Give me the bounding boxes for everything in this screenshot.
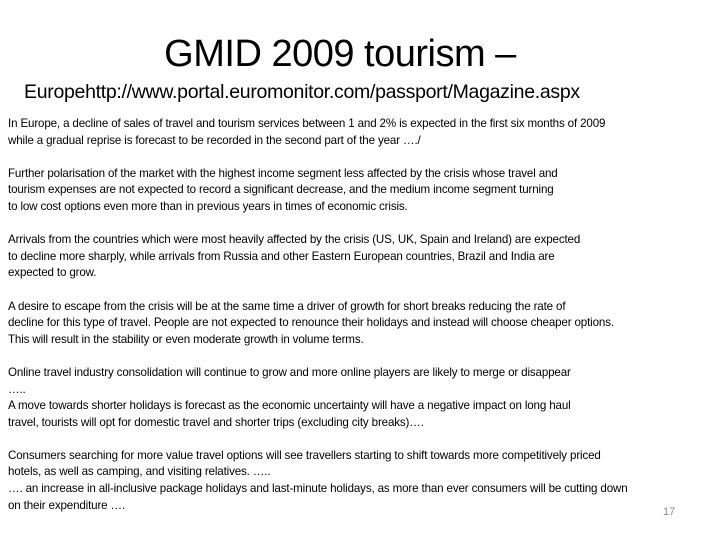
text-line: Online travel industry consolidation will continue to grow and more online players are likely to merge or disappear: [8, 365, 571, 379]
text-line: …. an increase in all-inclusive package holidays and last-minute holidays, as more than ever consumers will be cutting down: [8, 482, 628, 496]
text-line: This will result in the stability or even moderate growth in volume terms.: [8, 332, 364, 346]
paragraph-value-travel: [8, 448, 716, 514]
slide-subtitle-source-url: Europehttp://www.portal.euromonitor.com/passport/Magazine.aspx: [24, 81, 580, 103]
text-line: while a gradual reprise is forecast to be recorded in the second part of the year …./: [8, 133, 421, 147]
page-number: 17: [663, 506, 676, 518]
text-line: travel, tourists will opt for domestic travel and shorter trips (excluding city breaks)….: [8, 415, 424, 429]
text-line: decline for this type of travel. People are not expected to renounce their holidays and instead will choose cheaper options.: [8, 316, 614, 330]
text-line: A desire to escape from the crisis will be at the same time a driver of growth for short breaks reducing the rate of: [8, 299, 566, 313]
text-line: to low cost options even more than in previous years in times of economic crisis.: [8, 199, 408, 213]
text-line: on their expenditure ….: [8, 498, 126, 512]
paragraph-market-polarisation: [8, 166, 716, 216]
text-line: Arrivals from the countries which were most heavily affected by the crisis (US, UK, Spain and Ireland) are expected: [8, 233, 581, 247]
text-line: Consumers searching for more value travel options will see travellers starting to shift towards more competitively priced: [8, 448, 601, 462]
text-line: to decline more sharply, while arrivals from Russia and other Eastern European countries, Brazil and India are: [8, 249, 555, 263]
text-line: In Europe, a decline of sales of travel and tourism services between 1 and 2% is expected in the first six months of 2009: [8, 117, 606, 130]
paragraph-short-breaks: [8, 299, 716, 349]
text-line: tourism expenses are not expected to record a significant decrease, and the medium income segment turning: [8, 183, 554, 197]
text-line: Further polarisation of the market with the highest income segment less affected by the crisis whose travel and: [8, 166, 558, 180]
text-line: A move towards shorter holidays is forecast as the economic uncertainty will have a negative impact on long haul: [8, 399, 571, 413]
text-line: …..: [8, 382, 26, 396]
paragraph-online-consolidation: [8, 365, 716, 431]
paragraph-arrivals: [8, 232, 716, 282]
paragraph-europe-decline: [8, 116, 716, 149]
text-line: hotels, as well as camping, and visiting relatives. …..: [8, 465, 271, 479]
slide-title: GMID 2009 tourism –: [164, 33, 516, 75]
slide-body: [8, 116, 716, 514]
text-line: expected to grow.: [8, 266, 97, 280]
